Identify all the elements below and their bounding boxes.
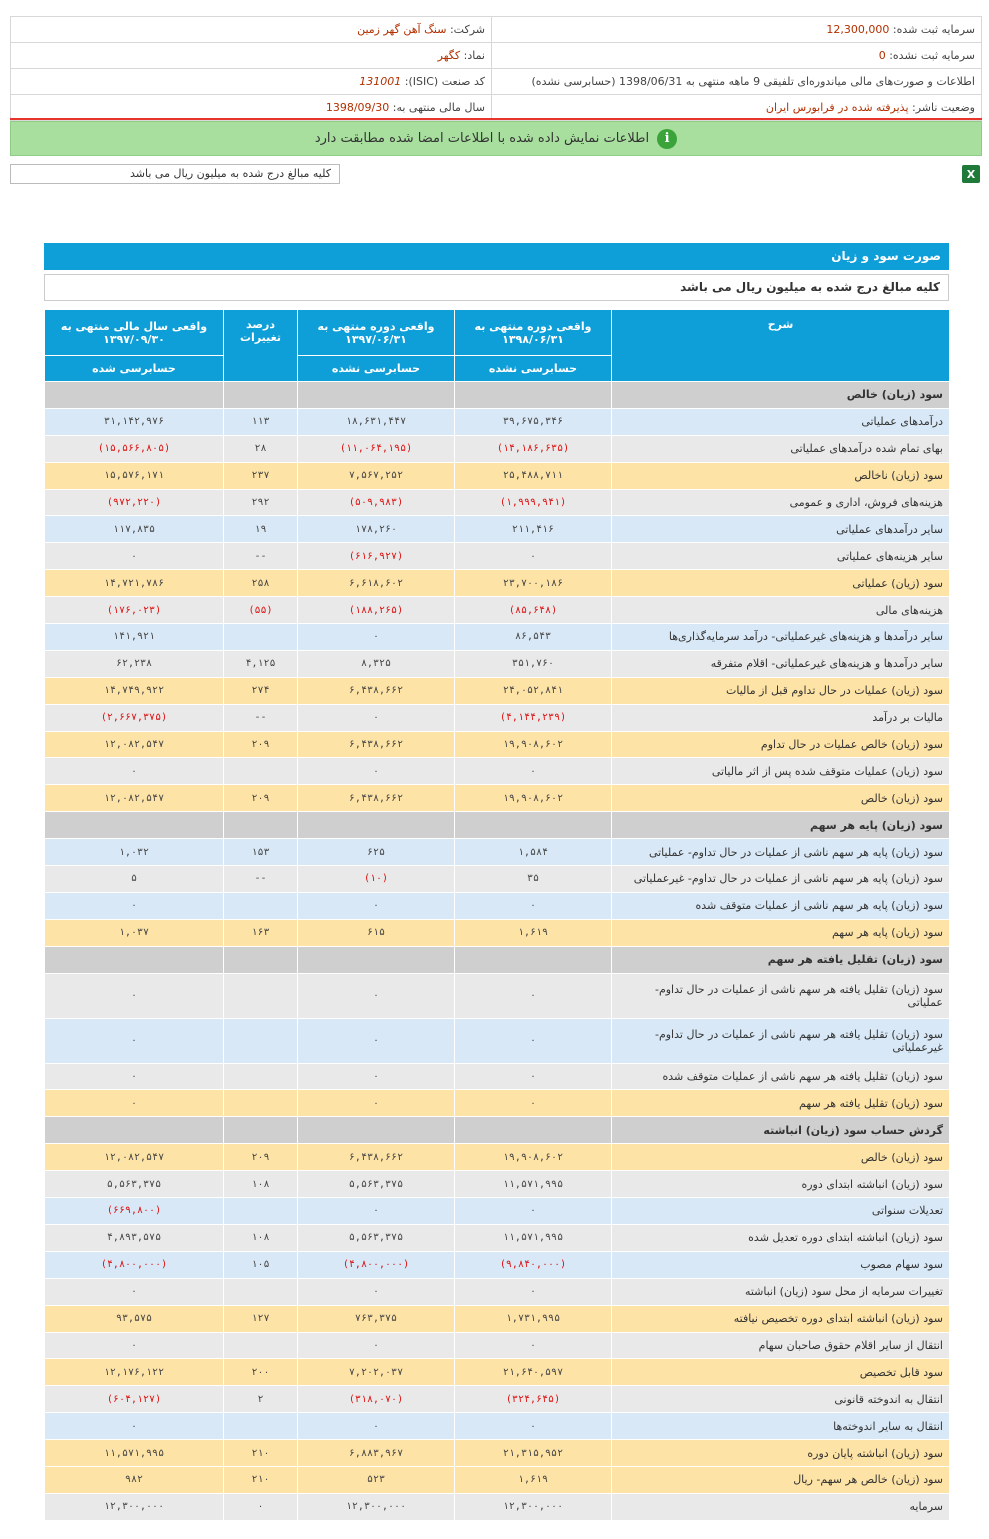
value-1397-period-cell: ۱۲,۳۰۰,۰۰۰ — [298, 1493, 455, 1520]
row-description: سود (زیان) خالص عملیات در حال تداوم — [612, 731, 950, 758]
percent-change-cell: (۵۵) — [224, 597, 298, 624]
row-description: سود (زیان) تقلیل یافته هر سهم ناشی از عملیات در حال تداوم- عملیاتی — [612, 973, 950, 1018]
table-row — [45, 489, 950, 516]
percent-change-cell — [224, 1063, 298, 1090]
value-1398-cell: ۰ — [455, 1090, 612, 1117]
value-1397-year-cell: ۰ — [45, 1413, 224, 1440]
value-1398-cell: ۱۹,۹۰۸,۶۰۲ — [455, 1144, 612, 1171]
company-value: سنگ آهن گهر زمین — [357, 23, 447, 36]
value-1397-year-cell: (۶۰۴,۱۲۷) — [45, 1386, 224, 1413]
value-1398-cell: (۹,۸۴۰,۰۰۰) — [455, 1251, 612, 1278]
table-row — [45, 892, 950, 919]
row-description: هزینه‌های مالی — [612, 597, 950, 624]
statement-body — [45, 382, 950, 1521]
value-1397-year-cell: ۱,۰۳۲ — [45, 839, 224, 866]
table-row — [45, 462, 950, 489]
table-row — [45, 919, 950, 946]
value-1398-cell: (۸۵,۶۴۸) — [455, 597, 612, 624]
value-1398-cell: ۲۳,۷۰۰,۱۸۶ — [455, 570, 612, 597]
value-1397-year-cell: ۹۸۲ — [45, 1466, 224, 1493]
row-description: تعدیلات سنواتی — [612, 1198, 950, 1225]
value-1398-cell: ۰ — [455, 758, 612, 785]
percent-change-cell: ۱۱۳ — [224, 408, 298, 435]
value-1398-cell: ۳۹,۶۷۵,۳۴۶ — [455, 408, 612, 435]
row-description: سود (زیان) انباشته ابتدای دوره تخصیص نیافته — [612, 1305, 950, 1332]
percent-change-cell: -- — [224, 866, 298, 893]
value-1397-year-cell: ۱۴۱,۹۲۱ — [45, 624, 224, 651]
value-1397-period-cell: (۵۰۹,۹۸۳) — [298, 489, 455, 516]
value-1397-year-cell: ۹۳,۵۷۵ — [45, 1305, 224, 1332]
percent-change-cell — [224, 382, 298, 409]
col-2-subheader: حسابرسی نشده — [298, 356, 455, 382]
value-1397-period-cell: ۸,۳۲۵ — [298, 650, 455, 677]
value-1397-period-cell: ۰ — [298, 1090, 455, 1117]
report-info-text: اطلاعات و صورت‌های مالی میاندوره‌ای تلفیقی 9 ماهه منتهی به 1398/06/31 (حسابرسی نشده) — [531, 75, 975, 88]
value-1398-cell: ۰ — [455, 1198, 612, 1225]
percent-change-cell: ۲۸ — [224, 435, 298, 462]
percent-change-cell: ۲۰۹ — [224, 731, 298, 758]
value-1397-period-cell: ۶,۴۳۸,۶۶۲ — [298, 677, 455, 704]
value-1398-cell — [455, 382, 612, 409]
percent-change-cell — [224, 1090, 298, 1117]
value-1398-cell — [455, 946, 612, 973]
percent-change-cell — [224, 1117, 298, 1144]
value-1398-cell: ۱,۷۳۱,۹۹۵ — [455, 1305, 612, 1332]
value-1397-year-cell: ۰ — [45, 892, 224, 919]
value-1398-cell — [455, 812, 612, 839]
table-row — [45, 704, 950, 731]
value-1398-cell: ۱۲,۳۰۰,۰۰۰ — [455, 1493, 612, 1520]
section-header-row — [45, 946, 950, 973]
value-1397-year-cell: ۰ — [45, 758, 224, 785]
value-1397-period-cell: ۶,۶۱۸,۶۰۲ — [298, 570, 455, 597]
value-1397-period-cell: ۱۸,۶۳۱,۴۴۷ — [298, 408, 455, 435]
company-info-table — [10, 16, 982, 121]
value-1397-year-cell: (۱۵,۵۶۶,۸۰۵) — [45, 435, 224, 462]
table-row — [45, 1224, 950, 1251]
value-1398-cell: (۱۴,۱۸۶,۶۳۵) — [455, 435, 612, 462]
fiscal-cell: سال مالی منتهی به: 1398/09/30 — [11, 95, 492, 121]
table-row — [45, 624, 950, 651]
value-1397-period-cell: ۵۲۳ — [298, 1466, 455, 1493]
value-1397-year-cell: ۱۱۷,۸۳۵ — [45, 516, 224, 543]
row-description: گردش حساب سود (زیان) انباشته — [612, 1117, 950, 1144]
value-1397-year-cell: ۰ — [45, 1332, 224, 1359]
value-1398-cell: ۲۵,۴۸۸,۷۱۱ — [455, 462, 612, 489]
percent-change-cell: ۴,۱۲۵ — [224, 650, 298, 677]
row-description: بهای تمام شده درآمدهای عملیاتی — [612, 435, 950, 462]
percent-change-cell: ۲۳۷ — [224, 462, 298, 489]
table-row — [45, 1332, 950, 1359]
value-1398-cell: ۱۱,۵۷۱,۹۹۵ — [455, 1224, 612, 1251]
table-row — [45, 1171, 950, 1198]
row-description: سود (زیان) عملیات در حال تداوم قبل از مالیات — [612, 677, 950, 704]
col-1-subheader: حسابرسی نشده — [455, 356, 612, 382]
value-1397-year-cell — [45, 946, 224, 973]
value-1398-cell: ۰ — [455, 1413, 612, 1440]
table-row — [45, 1413, 950, 1440]
value-1397-period-cell: ۶,۸۸۳,۹۶۷ — [298, 1440, 455, 1467]
section-header-row — [45, 1117, 950, 1144]
income-statement-table — [44, 309, 950, 1521]
value-1397-period-cell: ۶,۴۳۸,۶۶۲ — [298, 1144, 455, 1171]
publisher-value: پذیرفته شده در فرابورس ایران — [765, 101, 909, 114]
value-1397-period-cell: ۶۱۵ — [298, 919, 455, 946]
row-description: سود (زیان) خالص — [612, 785, 950, 812]
value-1397-period-cell: ۰ — [298, 1278, 455, 1305]
row-description: سود (زیان) پایه هر سهم ناشی از عملیات در حال تداوم- عملیاتی — [612, 839, 950, 866]
percent-change-cell: ۲۷۴ — [224, 677, 298, 704]
percent-change-cell — [224, 1278, 298, 1305]
row-description: سود (زیان) خالص هر سهم- ریال — [612, 1466, 950, 1493]
row-description: سود (زیان) تقلیل یافته هر سهم ناشی از عملیات در حال تداوم- غیرعملیاتی — [612, 1018, 950, 1063]
value-1397-period-cell: ۰ — [298, 973, 455, 1018]
row-description: سود (زیان) تقلیل یافته هر سهم — [612, 946, 950, 973]
row-description: سود قابل تخصیص — [612, 1359, 950, 1386]
value-1397-period-cell: ۰ — [298, 1063, 455, 1090]
value-1397-year-cell: ۵,۵۶۳,۳۷۵ — [45, 1171, 224, 1198]
value-1398-cell: (۳۲۴,۶۴۵) — [455, 1386, 612, 1413]
row-description: تغییرات سرمایه از محل سود (زیان) انباشته — [612, 1278, 950, 1305]
value-1398-cell: ۲۴,۰۵۲,۸۴۱ — [455, 677, 612, 704]
percent-change-cell: ۱۲۷ — [224, 1305, 298, 1332]
value-1398-cell: ۰ — [455, 1332, 612, 1359]
value-1397-period-cell: ۰ — [298, 704, 455, 731]
col-1-header: واقعی دوره منتهی به ۱۳۹۸/۰۶/۳۱ — [455, 310, 612, 356]
value-1397-period-cell: ۰ — [298, 1413, 455, 1440]
percent-change-cell: ۱۰۵ — [224, 1251, 298, 1278]
value-1397-period-cell: ۰ — [298, 892, 455, 919]
value-1398-cell: (۱,۹۹۹,۹۴۱) — [455, 489, 612, 516]
fiscal-value: 1398/09/30 — [325, 101, 390, 114]
percent-change-cell: ۱۵۳ — [224, 839, 298, 866]
value-1398-cell: ۱۹,۹۰۸,۶۰۲ — [455, 785, 612, 812]
section-header-row — [45, 812, 950, 839]
symbol-cell: نماد: کگهر — [11, 43, 492, 69]
value-1397-year-cell: ۰ — [45, 1063, 224, 1090]
unit-note: کلیه مبالغ درج شده به میلیون ریال می باشد — [10, 164, 340, 184]
percent-change-cell — [224, 1332, 298, 1359]
table-row — [45, 570, 950, 597]
table-row — [45, 731, 950, 758]
value-1397-year-cell: ۵ — [45, 866, 224, 893]
row-description: سود سهام مصوب — [612, 1251, 950, 1278]
row-description: سود (زیان) تقلیل یافته هر سهم — [612, 1090, 950, 1117]
verification-banner — [10, 121, 982, 156]
value-1397-period-cell: (۶۱۶,۹۲۷) — [298, 543, 455, 570]
value-1397-year-cell: (۲,۶۶۷,۳۷۵) — [45, 704, 224, 731]
statement-title: صورت سود و زیان — [44, 243, 949, 270]
value-1397-period-cell: ۰ — [298, 624, 455, 651]
value-1397-year-cell: ۰ — [45, 1278, 224, 1305]
value-1397-period-cell: ۶۲۵ — [298, 839, 455, 866]
value-1398-cell: ۳۵۱,۷۶۰ — [455, 650, 612, 677]
row-description: سود (زیان) خالص — [612, 1144, 950, 1171]
value-1397-period-cell: ۱۷۸,۲۶۰ — [298, 516, 455, 543]
value-1397-year-cell: ۰ — [45, 543, 224, 570]
percent-change-cell: ۰ — [224, 1493, 298, 1520]
value-1397-year-cell — [45, 812, 224, 839]
row-description: سود (زیان) پایه هر سهم — [612, 812, 950, 839]
row-description: سود (زیان) عملیاتی — [612, 570, 950, 597]
percent-change-cell: ۲۱۰ — [224, 1440, 298, 1467]
percent-change-cell: ۲۱۰ — [224, 1466, 298, 1493]
percent-change-cell — [224, 946, 298, 973]
table-row — [45, 1466, 950, 1493]
table-row — [45, 516, 950, 543]
value-1397-year-cell: ۱۲,۰۸۲,۵۴۷ — [45, 1144, 224, 1171]
value-1397-year-cell: (۹۷۲,۲۲۰) — [45, 489, 224, 516]
value-1398-cell — [455, 1117, 612, 1144]
percent-change-cell: -- — [224, 704, 298, 731]
table-row — [45, 839, 950, 866]
percent-change-cell — [224, 1413, 298, 1440]
percent-change-cell — [224, 973, 298, 1018]
symbol-value: کگهر — [437, 49, 461, 62]
value-1397-period-cell: ۵,۵۶۳,۳۷۵ — [298, 1171, 455, 1198]
value-1397-period-cell: ۰ — [298, 1332, 455, 1359]
value-1398-cell: ۰ — [455, 973, 612, 1018]
row-description: سود (زیان) پایه هر سهم — [612, 919, 950, 946]
percent-change-cell: ۲۰۹ — [224, 1144, 298, 1171]
value-1397-period-cell — [298, 382, 455, 409]
col-2-header: واقعی دوره منتهی به ۱۳۹۷/۰۶/۳۱ — [298, 310, 455, 356]
value-1397-period-cell: (۱۱,۰۶۴,۱۹۵) — [298, 435, 455, 462]
section-header-row — [45, 382, 950, 409]
value-1398-cell: ۲۱,۶۴۰,۵۹۷ — [455, 1359, 612, 1386]
value-1398-cell: ۱۹,۹۰۸,۶۰۲ — [455, 731, 612, 758]
info-row — [11, 43, 982, 69]
row-description: سایر هزینه‌های عملیاتی — [612, 543, 950, 570]
table-row — [45, 1251, 950, 1278]
company-cell: شرکت: سنگ آهن گهر زمین — [11, 17, 492, 43]
value-1398-cell: ۱۱,۵۷۱,۹۹۵ — [455, 1171, 612, 1198]
isic-cell: کد صنعت (ISIC): 131001 — [11, 69, 492, 95]
value-1397-period-cell: ۷,۲۰۲,۰۳۷ — [298, 1359, 455, 1386]
value-1397-year-cell: ۱۲,۰۸۲,۵۴۷ — [45, 731, 224, 758]
value-1397-year-cell: ۱۱,۵۷۱,۹۹۵ — [45, 1440, 224, 1467]
row-description: سود (زیان) انباشته ابتدای دوره — [612, 1171, 950, 1198]
value-1397-year-cell: ۰ — [45, 1018, 224, 1063]
col-3-header: واقعی سال مالی منتهی به ۱۳۹۷/۰۹/۳۰ — [45, 310, 224, 356]
percent-change-cell: ۲۵۸ — [224, 570, 298, 597]
value-1397-year-cell: ۱۴,۷۴۹,۹۲۲ — [45, 677, 224, 704]
value-1398-cell: ۲۱,۳۱۵,۹۵۲ — [455, 1440, 612, 1467]
percent-change-cell — [224, 1198, 298, 1225]
row-description: سود (زیان) پایه هر سهم ناشی از عملیات در حال تداوم- غیرعملیاتی — [612, 866, 950, 893]
table-row — [45, 758, 950, 785]
banner-text: اطلاعات نمایش داده شده با اطلاعات امضا شده مطابقت دارد — [314, 131, 650, 146]
value-1398-cell: (۴,۱۴۴,۲۳۹) — [455, 704, 612, 731]
table-row — [45, 1440, 950, 1467]
value-1398-cell: ۱,۶۱۹ — [455, 1466, 612, 1493]
value-1397-period-cell: (۱۸۸,۲۶۵) — [298, 597, 455, 624]
percent-change-cell — [224, 812, 298, 839]
table-row — [45, 785, 950, 812]
value-1397-year-cell: ۱۲,۱۷۶,۱۲۲ — [45, 1359, 224, 1386]
value-1397-year-cell: ۱۲,۰۸۲,۵۴۷ — [45, 785, 224, 812]
col-pct-header: درصد تغییرات — [224, 310, 298, 382]
value-1398-cell: ۰ — [455, 1018, 612, 1063]
value-1398-cell: ۰ — [455, 1063, 612, 1090]
percent-change-cell: ۱۰۸ — [224, 1224, 298, 1251]
value-1397-period-cell: (۴,۸۰۰,۰۰۰) — [298, 1251, 455, 1278]
value-1397-period-cell: ۷,۵۶۷,۲۵۲ — [298, 462, 455, 489]
value-1397-period-cell: ۰ — [298, 1198, 455, 1225]
value-1397-period-cell: ۵,۵۶۳,۳۷۵ — [298, 1224, 455, 1251]
value-1398-cell: ۳۵ — [455, 866, 612, 893]
value-1397-period-cell: ۰ — [298, 758, 455, 785]
statement-unit-note: کلیه مبالغ درج شده به میلیون ریال می باشد — [44, 274, 949, 301]
percent-change-cell: ۱۶۳ — [224, 919, 298, 946]
row-description: درآمدهای عملیاتی — [612, 408, 950, 435]
percent-change-cell: ۲۰۰ — [224, 1359, 298, 1386]
table-row — [45, 1018, 950, 1063]
table-row — [45, 543, 950, 570]
row-description: سود (زیان) پایه هر سهم ناشی از عملیات متوقف شده — [612, 892, 950, 919]
value-1397-period-cell — [298, 946, 455, 973]
percent-change-cell: ۲۹۲ — [224, 489, 298, 516]
table-row — [45, 973, 950, 1018]
col-desc-header: شرح — [612, 310, 950, 382]
table-row — [45, 435, 950, 462]
table-row — [45, 1198, 950, 1225]
value-1398-cell: ۰ — [455, 1278, 612, 1305]
divider — [10, 118, 982, 120]
isic-value: 131001 — [359, 75, 402, 88]
reg-capital-cell: سرمایه ثبت شده: 12,300,000 — [492, 17, 982, 43]
row-description: سود (زیان) ناخالص — [612, 462, 950, 489]
percent-change-cell: -- — [224, 543, 298, 570]
row-description: سرمایه — [612, 1493, 950, 1520]
table-row — [45, 650, 950, 677]
row-description: انتقال از سایر اقلام حقوق صاحبان سهام — [612, 1332, 950, 1359]
row-description: سود (زیان) انباشته ابتدای دوره تعدیل شده — [612, 1224, 950, 1251]
value-1397-period-cell: ۰ — [298, 1018, 455, 1063]
value-1397-period-cell: (۱۰) — [298, 866, 455, 893]
info-row — [11, 95, 982, 121]
table-row — [45, 1386, 950, 1413]
table-row — [45, 1063, 950, 1090]
percent-change-cell — [224, 1018, 298, 1063]
row-description: هزینه‌های فروش، اداری و عمومی — [612, 489, 950, 516]
value-1397-year-cell: ۴,۸۹۳,۵۷۵ — [45, 1224, 224, 1251]
value-1397-year-cell: ۶۲,۲۳۸ — [45, 650, 224, 677]
table-row — [45, 1144, 950, 1171]
value-1397-period-cell: ۶,۴۳۸,۶۶۲ — [298, 785, 455, 812]
row-description: سایر درآمدهای عملیاتی — [612, 516, 950, 543]
value-1397-year-cell: (۴,۸۰۰,۰۰۰) — [45, 1251, 224, 1278]
publisher-cell: وضعیت ناشر: پذیرفته شده در فرابورس ایران — [492, 95, 982, 121]
value-1398-cell: ۸۶,۵۴۳ — [455, 624, 612, 651]
table-row — [45, 1305, 950, 1332]
value-1397-year-cell: (۱۷۶,۰۲۳) — [45, 597, 224, 624]
row-description: سایر درآمدها و هزینه‌های غیرعملیاتی- اقلام متفرقه — [612, 650, 950, 677]
value-1398-cell: ۰ — [455, 543, 612, 570]
percent-change-cell — [224, 892, 298, 919]
value-1398-cell: ۰ — [455, 892, 612, 919]
value-1397-year-cell: ۱۴,۷۲۱,۷۸۶ — [45, 570, 224, 597]
row-description: انتقال به اندوخته قانونی — [612, 1386, 950, 1413]
value-1397-period-cell: ۷۶۳,۳۷۵ — [298, 1305, 455, 1332]
value-1397-period-cell: ۶,۴۳۸,۶۶۲ — [298, 731, 455, 758]
value-1397-year-cell: ۱,۰۳۷ — [45, 919, 224, 946]
row-description: سود (زیان) خالص — [612, 382, 950, 409]
reg-capital-value: 12,300,000 — [826, 23, 890, 36]
row-description: سود (زیان) انباشته پایان دوره — [612, 1440, 950, 1467]
header-row — [45, 310, 950, 356]
value-1397-year-cell: ۳۱,۱۴۲,۹۷۶ — [45, 408, 224, 435]
report-info-cell — [492, 69, 982, 95]
percent-change-cell: ۱۰۸ — [224, 1171, 298, 1198]
value-1397-year-cell — [45, 1117, 224, 1144]
unreg-capital-cell: سرمایه ثبت نشده: 0 — [492, 43, 982, 69]
col-3-subheader: حسابرسی شده — [45, 356, 224, 382]
value-1397-year-cell: ۰ — [45, 1090, 224, 1117]
table-row — [45, 1090, 950, 1117]
row-description: مالیات بر درآمد — [612, 704, 950, 731]
value-1398-cell: ۲۱۱,۴۱۶ — [455, 516, 612, 543]
value-1397-period-cell: (۳۱۸,۰۷۰) — [298, 1386, 455, 1413]
value-1397-period-cell — [298, 1117, 455, 1144]
info-row — [11, 17, 982, 43]
value-1397-period-cell — [298, 812, 455, 839]
table-row — [45, 408, 950, 435]
percent-change-cell — [224, 624, 298, 651]
unreg-capital-value: 0 — [878, 49, 886, 62]
row-description: انتقال به سایر اندوخته‌ها — [612, 1413, 950, 1440]
value-1397-year-cell: ۱۵,۵۷۶,۱۷۱ — [45, 462, 224, 489]
value-1398-cell: ۱,۵۸۴ — [455, 839, 612, 866]
percent-change-cell — [224, 758, 298, 785]
value-1397-year-cell: ۰ — [45, 973, 224, 1018]
value-1397-year-cell — [45, 382, 224, 409]
value-1397-year-cell: (۶۶۹,۸۰۰) — [45, 1198, 224, 1225]
table-row — [45, 677, 950, 704]
info-icon: i — [657, 129, 677, 149]
table-row — [45, 597, 950, 624]
row-description: سود (زیان) عملیات متوقف شده پس از اثر مالیاتی — [612, 758, 950, 785]
table-row — [45, 1359, 950, 1386]
percent-change-cell: ۲ — [224, 1386, 298, 1413]
table-row — [45, 1278, 950, 1305]
excel-icon[interactable]: X — [962, 165, 980, 183]
table-row — [45, 866, 950, 893]
value-1397-year-cell: ۱۲,۳۰۰,۰۰۰ — [45, 1493, 224, 1520]
table-row — [45, 1493, 950, 1520]
info-row — [11, 69, 982, 95]
row-description: سایر درآمدها و هزینه‌های غیرعملیاتی- درآمد سرمایه‌گذاری‌ها — [612, 624, 950, 651]
value-1398-cell: ۱,۶۱۹ — [455, 919, 612, 946]
row-description: سود (زیان) تقلیل یافته هر سهم ناشی از عملیات متوقف شده — [612, 1063, 950, 1090]
percent-change-cell: ۲۰۹ — [224, 785, 298, 812]
percent-change-cell: ۱۹ — [224, 516, 298, 543]
